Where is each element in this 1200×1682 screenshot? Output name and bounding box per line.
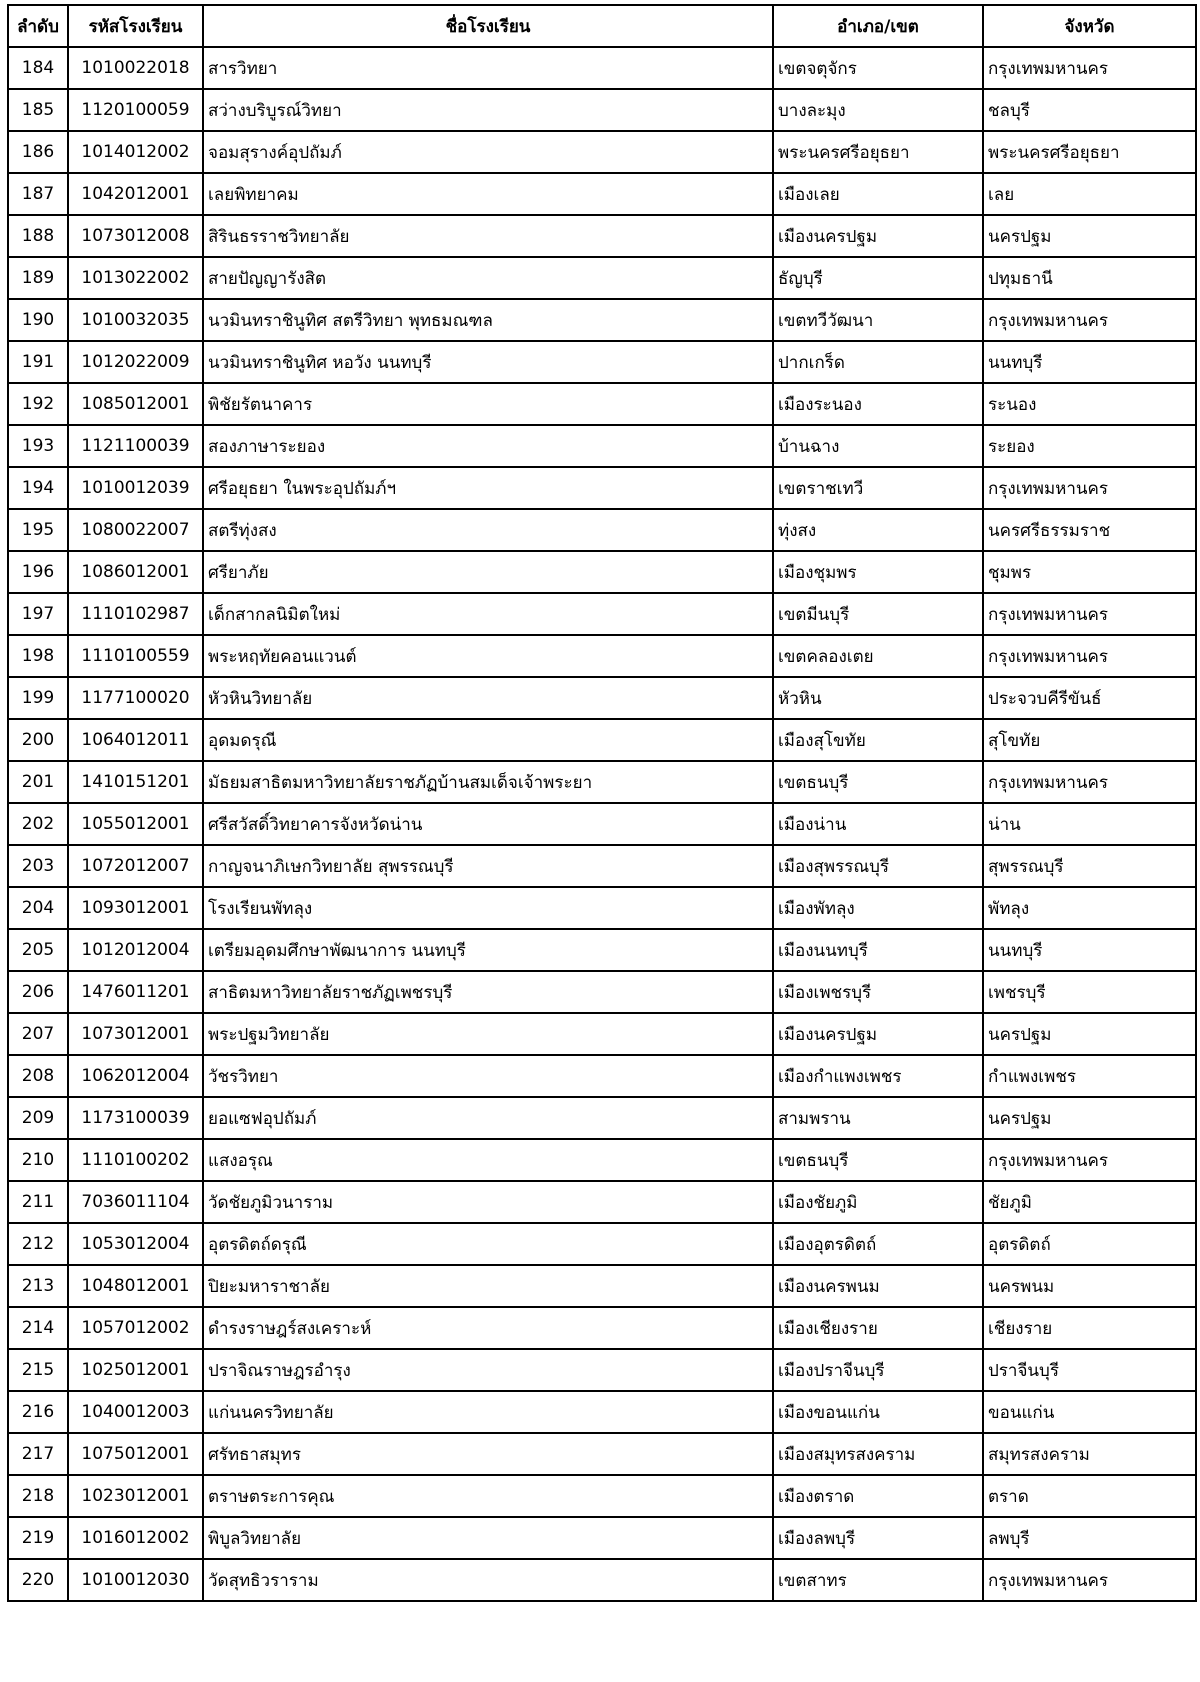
table-row [8, 1181, 1196, 1223]
table-body [8, 47, 1196, 1601]
district-cell: เมืองสมุทรสงคราม [773, 1433, 983, 1475]
row-number-cell: 185 [8, 89, 68, 131]
school-name-cell: สองภาษาระยอง [203, 425, 773, 467]
province-cell: ชัยภูมิ [983, 1181, 1196, 1223]
school-name-cell: นวมินทราชินูทิศ หอวัง นนทบุรี [203, 341, 773, 383]
row-number-cell: 198 [8, 635, 68, 677]
row-number-cell: 192 [8, 383, 68, 425]
row-number-cell: 187 [8, 173, 68, 215]
school-code-cell: 1080022007 [68, 509, 203, 551]
school-code-cell: 1177100020 [68, 677, 203, 719]
district-cell: เขตมีนบุรี [773, 593, 983, 635]
row-number-cell: 191 [8, 341, 68, 383]
school-code-cell: 1173100039 [68, 1097, 203, 1139]
school-name-cell: สาธิตมหาวิทยาลัยราชภัฏเพชรบุรี [203, 971, 773, 1013]
table-row [8, 1475, 1196, 1517]
school-name-cell: หัวหินวิทยาลัย [203, 677, 773, 719]
school-name-cell: สิรินธรราชวิทยาลัย [203, 215, 773, 257]
school-name-cell: นวมินทราชินูทิศ สตรีวิทยา พุทธมณฑล [203, 299, 773, 341]
district-cell: ปากเกร็ด [773, 341, 983, 383]
province-cell: ระนอง [983, 383, 1196, 425]
province-cell: กรุงเทพมหานคร [983, 761, 1196, 803]
district-cell: พระนครศรีอยุธยา [773, 131, 983, 173]
school-code-cell: 1023012001 [68, 1475, 203, 1517]
school-code-cell: 1073012001 [68, 1013, 203, 1055]
table-row [8, 299, 1196, 341]
province-cell: ตราด [983, 1475, 1196, 1517]
school-name-cell: อุดมดรุณี [203, 719, 773, 761]
school-name-cell: ปิยะมหาราชาลัย [203, 1265, 773, 1307]
province-cell: ชุมพร [983, 551, 1196, 593]
district-cell: เมืองตราด [773, 1475, 983, 1517]
row-number-cell: 186 [8, 131, 68, 173]
school-code-cell: 1073012008 [68, 215, 203, 257]
school-code-cell: 1075012001 [68, 1433, 203, 1475]
header-province: จังหวัด [983, 5, 1196, 47]
district-cell: เมืองชุมพร [773, 551, 983, 593]
province-cell: สุโขทัย [983, 719, 1196, 761]
province-cell: ระยอง [983, 425, 1196, 467]
table-row [8, 635, 1196, 677]
province-cell: ปราจีนบุรี [983, 1349, 1196, 1391]
school-code-cell: 1121100039 [68, 425, 203, 467]
school-code-cell: 1110102987 [68, 593, 203, 635]
table-row [8, 845, 1196, 887]
table-row [8, 677, 1196, 719]
district-cell: เมืองสุพรรณบุรี [773, 845, 983, 887]
school-code-cell: 1012012004 [68, 929, 203, 971]
table-row [8, 341, 1196, 383]
province-cell: น่าน [983, 803, 1196, 845]
row-number-cell: 189 [8, 257, 68, 299]
table-row [8, 131, 1196, 173]
school-code-cell: 1010032035 [68, 299, 203, 341]
province-cell: เพชรบุรี [983, 971, 1196, 1013]
table-row [8, 1307, 1196, 1349]
province-cell: นครปฐม [983, 215, 1196, 257]
province-cell: ลพบุรี [983, 1517, 1196, 1559]
school-code-cell: 1013022002 [68, 257, 203, 299]
header-name: ชื่อโรงเรียน [203, 5, 773, 47]
province-cell: อุตรดิตถ์ [983, 1223, 1196, 1265]
table-row [8, 467, 1196, 509]
district-cell: บางละมุง [773, 89, 983, 131]
district-cell: เมืองชัยภูมิ [773, 1181, 983, 1223]
table-row [8, 761, 1196, 803]
district-cell: เขตสาทร [773, 1559, 983, 1601]
school-name-cell: พิชัยรัตนาคาร [203, 383, 773, 425]
row-number-cell: 205 [8, 929, 68, 971]
table-row [8, 1391, 1196, 1433]
table-row [8, 1433, 1196, 1475]
district-cell: เมืองพัทลุง [773, 887, 983, 929]
school-name-cell: ศรีสวัสดิ์วิทยาคารจังหวัดน่าน [203, 803, 773, 845]
table-row [8, 1265, 1196, 1307]
district-cell: เมืองนครปฐม [773, 215, 983, 257]
row-number-cell: 216 [8, 1391, 68, 1433]
district-cell: เขตธนบุรี [773, 761, 983, 803]
province-cell: กำแพงเพชร [983, 1055, 1196, 1097]
row-number-cell: 200 [8, 719, 68, 761]
school-code-cell: 1012022009 [68, 341, 203, 383]
province-cell: นครศรีธรรมราช [983, 509, 1196, 551]
school-code-cell: 1016012002 [68, 1517, 203, 1559]
row-number-cell: 214 [8, 1307, 68, 1349]
school-code-cell: 1040012003 [68, 1391, 203, 1433]
district-cell: เมืองระนอง [773, 383, 983, 425]
row-number-cell: 202 [8, 803, 68, 845]
row-number-cell: 193 [8, 425, 68, 467]
school-name-cell: อุตรดิตถ์ดรุณี [203, 1223, 773, 1265]
school-code-cell: 1085012001 [68, 383, 203, 425]
school-code-cell: 1025012001 [68, 1349, 203, 1391]
table-row [8, 929, 1196, 971]
school-name-cell: ยอแซฟอุปถัมภ์ [203, 1097, 773, 1139]
district-cell: สามพราน [773, 1097, 983, 1139]
school-name-cell: ศรียาภัย [203, 551, 773, 593]
school-code-cell: 1055012001 [68, 803, 203, 845]
school-name-cell: ปราจิณราษฎรอำรุง [203, 1349, 773, 1391]
school-name-cell: สว่างบริบูรณ์วิทยา [203, 89, 773, 131]
district-cell: ธัญบุรี [773, 257, 983, 299]
row-number-cell: 201 [8, 761, 68, 803]
table-row [8, 1055, 1196, 1097]
table-row [8, 383, 1196, 425]
school-name-cell: กาญจนาภิเษกวิทยาลัย สุพรรณบุรี [203, 845, 773, 887]
school-name-cell: มัธยมสาธิตมหาวิทยาลัยราชภัฏบ้านสมเด็จเจ้าพระยา [203, 761, 773, 803]
province-cell: กรุงเทพมหานคร [983, 299, 1196, 341]
school-name-cell: แสงอรุณ [203, 1139, 773, 1181]
row-number-cell: 219 [8, 1517, 68, 1559]
province-cell: นนทบุรี [983, 341, 1196, 383]
school-name-cell: ศรัทธาสมุทร [203, 1433, 773, 1475]
school-code-cell: 1410151201 [68, 761, 203, 803]
row-number-cell: 207 [8, 1013, 68, 1055]
school-name-cell: เตรียมอุดมศึกษาพัฒนาการ นนทบุรี [203, 929, 773, 971]
province-cell: กรุงเทพมหานคร [983, 1559, 1196, 1601]
school-code-cell: 1057012002 [68, 1307, 203, 1349]
district-cell: เมืองนครปฐม [773, 1013, 983, 1055]
district-cell: เมืองลพบุรี [773, 1517, 983, 1559]
school-code-cell: 1086012001 [68, 551, 203, 593]
table-row [8, 1223, 1196, 1265]
province-cell: ขอนแก่น [983, 1391, 1196, 1433]
row-number-cell: 204 [8, 887, 68, 929]
table-row [8, 173, 1196, 215]
header-district: อำเภอ/เขต [773, 5, 983, 47]
school-name-cell: วัดชัยภูมิวนาราม [203, 1181, 773, 1223]
school-name-cell: สารวิทยา [203, 47, 773, 89]
row-number-cell: 184 [8, 47, 68, 89]
table-row [8, 257, 1196, 299]
row-number-cell: 197 [8, 593, 68, 635]
table-row [8, 803, 1196, 845]
school-name-cell: สตรีทุ่งสง [203, 509, 773, 551]
school-table [7, 4, 1197, 1602]
school-code-cell: 1110100559 [68, 635, 203, 677]
school-name-cell: พระหฤทัยคอนแวนต์ [203, 635, 773, 677]
table-row [8, 509, 1196, 551]
school-code-cell: 1014012002 [68, 131, 203, 173]
province-cell: พัทลุง [983, 887, 1196, 929]
school-code-cell: 1053012004 [68, 1223, 203, 1265]
row-number-cell: 212 [8, 1223, 68, 1265]
row-number-cell: 206 [8, 971, 68, 1013]
district-cell: เมืองกำแพงเพชร [773, 1055, 983, 1097]
school-code-cell: 1048012001 [68, 1265, 203, 1307]
header-code: รหัสโรงเรียน [68, 5, 203, 47]
district-cell: เมืองขอนแก่น [773, 1391, 983, 1433]
school-name-cell: เด็กสากลนิมิตใหม่ [203, 593, 773, 635]
province-cell: สุพรรณบุรี [983, 845, 1196, 887]
province-cell: ปทุมธานี [983, 257, 1196, 299]
row-number-cell: 211 [8, 1181, 68, 1223]
school-code-cell: 1010012030 [68, 1559, 203, 1601]
district-cell: เมืองเชียงราย [773, 1307, 983, 1349]
table-row [8, 89, 1196, 131]
school-code-cell: 1110100202 [68, 1139, 203, 1181]
district-cell: ทุ่งสง [773, 509, 983, 551]
district-cell: เมืองปราจีนบุรี [773, 1349, 983, 1391]
school-list-sheet [7, 4, 1195, 1602]
table-row [8, 719, 1196, 761]
province-cell: กรุงเทพมหานคร [983, 593, 1196, 635]
school-code-cell: 1064012011 [68, 719, 203, 761]
school-name-cell: ดำรงราษฎร์สงเคราะห์ [203, 1307, 773, 1349]
table-row [8, 1139, 1196, 1181]
row-number-cell: 218 [8, 1475, 68, 1517]
province-cell: กรุงเทพมหานคร [983, 635, 1196, 677]
row-number-cell: 209 [8, 1097, 68, 1139]
header-no: ลำดับ [8, 5, 68, 47]
province-cell: นครปฐม [983, 1097, 1196, 1139]
school-name-cell: แก่นนครวิทยาลัย [203, 1391, 773, 1433]
row-number-cell: 199 [8, 677, 68, 719]
province-cell: กรุงเทพมหานคร [983, 467, 1196, 509]
row-number-cell: 195 [8, 509, 68, 551]
school-code-cell: 1010012039 [68, 467, 203, 509]
table-row [8, 215, 1196, 257]
province-cell: พระนครศรีอยุธยา [983, 131, 1196, 173]
school-code-cell: 1010022018 [68, 47, 203, 89]
row-number-cell: 217 [8, 1433, 68, 1475]
district-cell: เขตคลองเตย [773, 635, 983, 677]
school-name-cell: โรงเรียนพัทลุง [203, 887, 773, 929]
province-cell: ชลบุรี [983, 89, 1196, 131]
province-cell: กรุงเทพมหานคร [983, 1139, 1196, 1181]
district-cell: เขตจตุจักร [773, 47, 983, 89]
province-cell: สมุทรสงคราม [983, 1433, 1196, 1475]
table-row [8, 1559, 1196, 1601]
school-name-cell: วัชรวิทยา [203, 1055, 773, 1097]
table-row [8, 47, 1196, 89]
row-number-cell: 190 [8, 299, 68, 341]
province-cell: เลย [983, 173, 1196, 215]
district-cell: เมืองนครพนม [773, 1265, 983, 1307]
province-cell: กรุงเทพมหานคร [983, 47, 1196, 89]
table-row [8, 1097, 1196, 1139]
table-row [8, 1349, 1196, 1391]
school-code-cell: 1120100059 [68, 89, 203, 131]
district-cell: หัวหิน [773, 677, 983, 719]
district-cell: บ้านฉาง [773, 425, 983, 467]
district-cell: เขตราชเทวี [773, 467, 983, 509]
district-cell: เมืองนนทบุรี [773, 929, 983, 971]
district-cell: เมืองน่าน [773, 803, 983, 845]
school-code-cell: 7036011104 [68, 1181, 203, 1223]
school-code-cell: 1042012001 [68, 173, 203, 215]
district-cell: เขตธนบุรี [773, 1139, 983, 1181]
school-name-cell: ตราษตระการคุณ [203, 1475, 773, 1517]
row-number-cell: 208 [8, 1055, 68, 1097]
table-row [8, 1517, 1196, 1559]
row-number-cell: 220 [8, 1559, 68, 1601]
row-number-cell: 196 [8, 551, 68, 593]
row-number-cell: 213 [8, 1265, 68, 1307]
school-name-cell: เลยพิทยาคม [203, 173, 773, 215]
row-number-cell: 194 [8, 467, 68, 509]
header-row [8, 5, 1196, 47]
district-cell: เมืองเพชรบุรี [773, 971, 983, 1013]
school-name-cell: พิบูลวิทยาลัย [203, 1517, 773, 1559]
province-cell: นครพนม [983, 1265, 1196, 1307]
district-cell: เขตทวีวัฒนา [773, 299, 983, 341]
table-row [8, 887, 1196, 929]
row-number-cell: 210 [8, 1139, 68, 1181]
school-code-cell: 1062012004 [68, 1055, 203, 1097]
school-code-cell: 1093012001 [68, 887, 203, 929]
table-row [8, 425, 1196, 467]
province-cell: นครปฐม [983, 1013, 1196, 1055]
table-row [8, 551, 1196, 593]
province-cell: เชียงราย [983, 1307, 1196, 1349]
school-name-cell: วัดสุทธิวราราม [203, 1559, 773, 1601]
table-row [8, 593, 1196, 635]
table-row [8, 1013, 1196, 1055]
row-number-cell: 188 [8, 215, 68, 257]
province-cell: ประจวบคีรีขันธ์ [983, 677, 1196, 719]
province-cell: นนทบุรี [983, 929, 1196, 971]
school-name-cell: จอมสุรางค์อุปถัมภ์ [203, 131, 773, 173]
school-code-cell: 1072012007 [68, 845, 203, 887]
district-cell: เมืองสุโขทัย [773, 719, 983, 761]
district-cell: เมืองเลย [773, 173, 983, 215]
school-name-cell: พระปฐมวิทยาลัย [203, 1013, 773, 1055]
row-number-cell: 215 [8, 1349, 68, 1391]
school-name-cell: ศรีอยุธยา ในพระอุปถัมภ์ฯ [203, 467, 773, 509]
district-cell: เมืองอุตรดิตถ์ [773, 1223, 983, 1265]
table-row [8, 971, 1196, 1013]
school-code-cell: 1476011201 [68, 971, 203, 1013]
school-name-cell: สายปัญญารังสิต [203, 257, 773, 299]
row-number-cell: 203 [8, 845, 68, 887]
